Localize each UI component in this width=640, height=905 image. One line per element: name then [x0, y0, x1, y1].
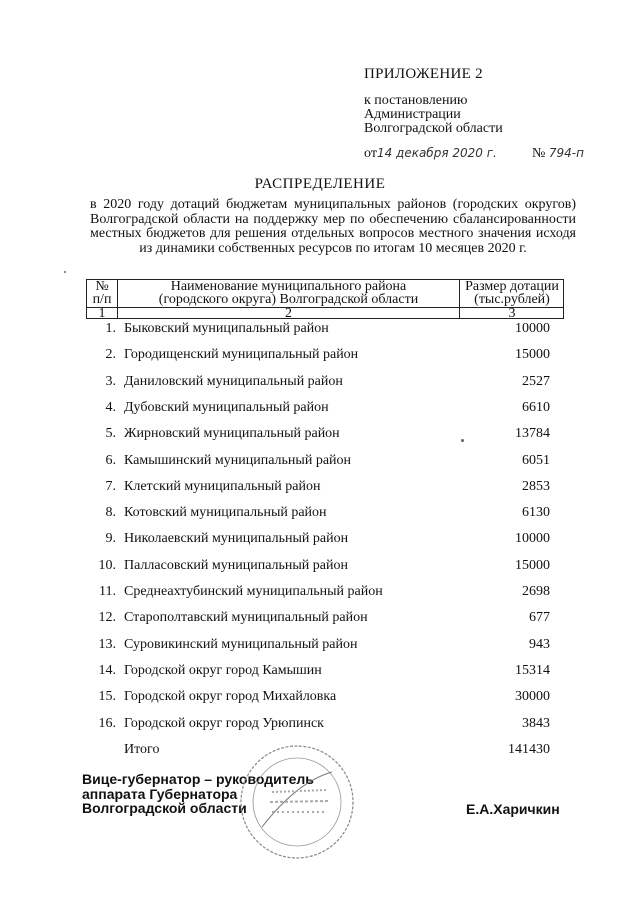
signatory-title-line2: аппарата Губернатора	[82, 785, 238, 802]
district-name: Городской округ город Камышин	[124, 662, 322, 678]
table-header	[86, 279, 564, 319]
subsidy-amount: 2527	[522, 373, 550, 389]
col-number-2: 2	[285, 306, 292, 321]
row-number: 16.	[98, 715, 116, 731]
document-title: РАСПРЕДЕЛЕНИЕ	[254, 176, 386, 192]
subsidy-amount: 3843	[522, 715, 550, 731]
header-name-line1: Наименование муниципального района	[170, 279, 407, 294]
table-row	[86, 347, 564, 369]
district-name: Городищенский муниципальный район	[124, 347, 359, 363]
row-number: 1.	[105, 321, 116, 336]
table-row	[86, 479, 564, 501]
appendix-label: ПРИЛОЖЕНИЕ 2	[364, 66, 483, 82]
district-name: Николаевский муниципальный район	[124, 531, 349, 547]
total-label: Итого	[124, 741, 160, 757]
row-number: 14.	[98, 662, 116, 678]
row-number: 10.	[98, 557, 116, 573]
row-number: 6.	[105, 452, 116, 468]
district-name: Старополтавский муниципальный район	[124, 610, 368, 626]
header-size	[460, 280, 564, 306]
row-number: 8.	[105, 505, 116, 521]
subsidy-amount: 6610	[522, 399, 550, 415]
row-number: 5.	[105, 426, 116, 442]
header-name-line2: (городского округа) Волгоградской области	[158, 292, 419, 307]
row-number: 9.	[105, 531, 116, 547]
row-number: 3.	[105, 373, 116, 389]
subsidy-amount: 6130	[522, 505, 550, 521]
district-name: Жирновский муниципальный район	[124, 426, 340, 442]
decree-reference	[364, 146, 594, 162]
district-name: Быковский муниципальный район	[124, 321, 329, 336]
subsidy-amount: 677	[529, 610, 550, 626]
signatory-title-line1: Вице-губернатор – руководитель	[82, 771, 314, 787]
subsidy-amount: 15314	[515, 662, 550, 678]
table-row	[86, 505, 564, 527]
table-row	[86, 453, 564, 475]
row-number: 4.	[105, 399, 116, 415]
reference-line-2: Администрации	[364, 107, 461, 122]
table-row	[86, 610, 564, 632]
table-row	[86, 716, 564, 738]
decree-number: 794-п	[548, 146, 584, 160]
row-number: 11.	[99, 584, 116, 599]
table-row	[86, 689, 564, 711]
row-number: 15.	[98, 689, 116, 705]
col-number-3: 3	[508, 306, 516, 321]
subsidy-amount: 13784	[515, 426, 550, 442]
header-name	[118, 280, 459, 306]
table-row	[86, 531, 564, 553]
header-num	[87, 280, 117, 306]
district-name: Палласовский муниципальный район	[124, 557, 348, 573]
table-row	[86, 584, 564, 606]
table-row	[86, 637, 564, 659]
signatory-title-line3: Волгоградской области	[82, 800, 247, 816]
total-value: 141430	[508, 741, 550, 757]
reference-line-1: к постановлению	[364, 93, 468, 108]
district-name: Суровикинский муниципальный район	[124, 636, 358, 652]
subsidy-amount: 15000	[515, 557, 550, 573]
subsidy-amount: 943	[529, 636, 550, 652]
document-intro: в 2020 году дотаций бюджетам муниципальных районов (городских округов) Волгоградской области на поддержку мер по обеспечению сбалансированности местных бюджетов для решения отдельных вопросов местного значения исходя из динамики собственных ресурсов по итогам 10 месяцев 2020 г.	[90, 197, 576, 256]
district-name: Котовский муниципальный район	[124, 505, 327, 521]
table-row	[86, 663, 564, 685]
subsidy-amount: 6051	[522, 452, 550, 468]
district-name: Даниловский муниципальный район	[124, 373, 343, 389]
header-num-line1: №	[95, 279, 109, 294]
subsidy-amount: 10000	[515, 321, 550, 336]
number-prefix: №	[532, 146, 546, 161]
subsidy-amount: 15000	[515, 347, 550, 363]
decree-date: 14 декабря 2020 г.	[376, 146, 497, 160]
district-name: Камышинский муниципальный район	[124, 452, 352, 468]
table-row	[86, 426, 564, 448]
table-row	[86, 558, 564, 580]
header-num-line2: п/п	[92, 292, 112, 307]
table-row	[86, 374, 564, 396]
district-name: Дубовский муниципальный район	[124, 399, 329, 415]
district-name: Городской округ город Михайловка	[124, 689, 337, 705]
district-name: Среднеахтубинский муниципальный район	[124, 584, 383, 599]
decree-number-label	[532, 146, 584, 162]
subsidy-amount: 2853	[522, 478, 550, 494]
header-size-line2: (тыс.рублей)	[474, 292, 550, 307]
official-seal	[232, 742, 362, 862]
row-number: 13.	[98, 636, 116, 652]
row-number: 7.	[105, 478, 116, 494]
row-number: 12.	[98, 610, 116, 626]
table-row	[86, 400, 564, 422]
signatory-name: Е.А.Харичкин	[466, 801, 560, 817]
reference-line-3: Волгоградской области	[364, 121, 503, 136]
col-number-1: 1	[98, 306, 106, 321]
district-name: Клетский муниципальный район	[124, 478, 321, 494]
row-number: 2.	[105, 347, 116, 363]
district-name: Городской округ город Урюпинск	[124, 715, 324, 731]
table-row	[86, 321, 564, 343]
subsidy-amount: 2698	[522, 584, 550, 599]
header-size-line1: Размер дотации	[465, 279, 559, 294]
date-prefix: от	[364, 146, 377, 161]
subsidy-amount: 10000	[515, 531, 550, 547]
subsidy-amount: 30000	[515, 689, 550, 705]
